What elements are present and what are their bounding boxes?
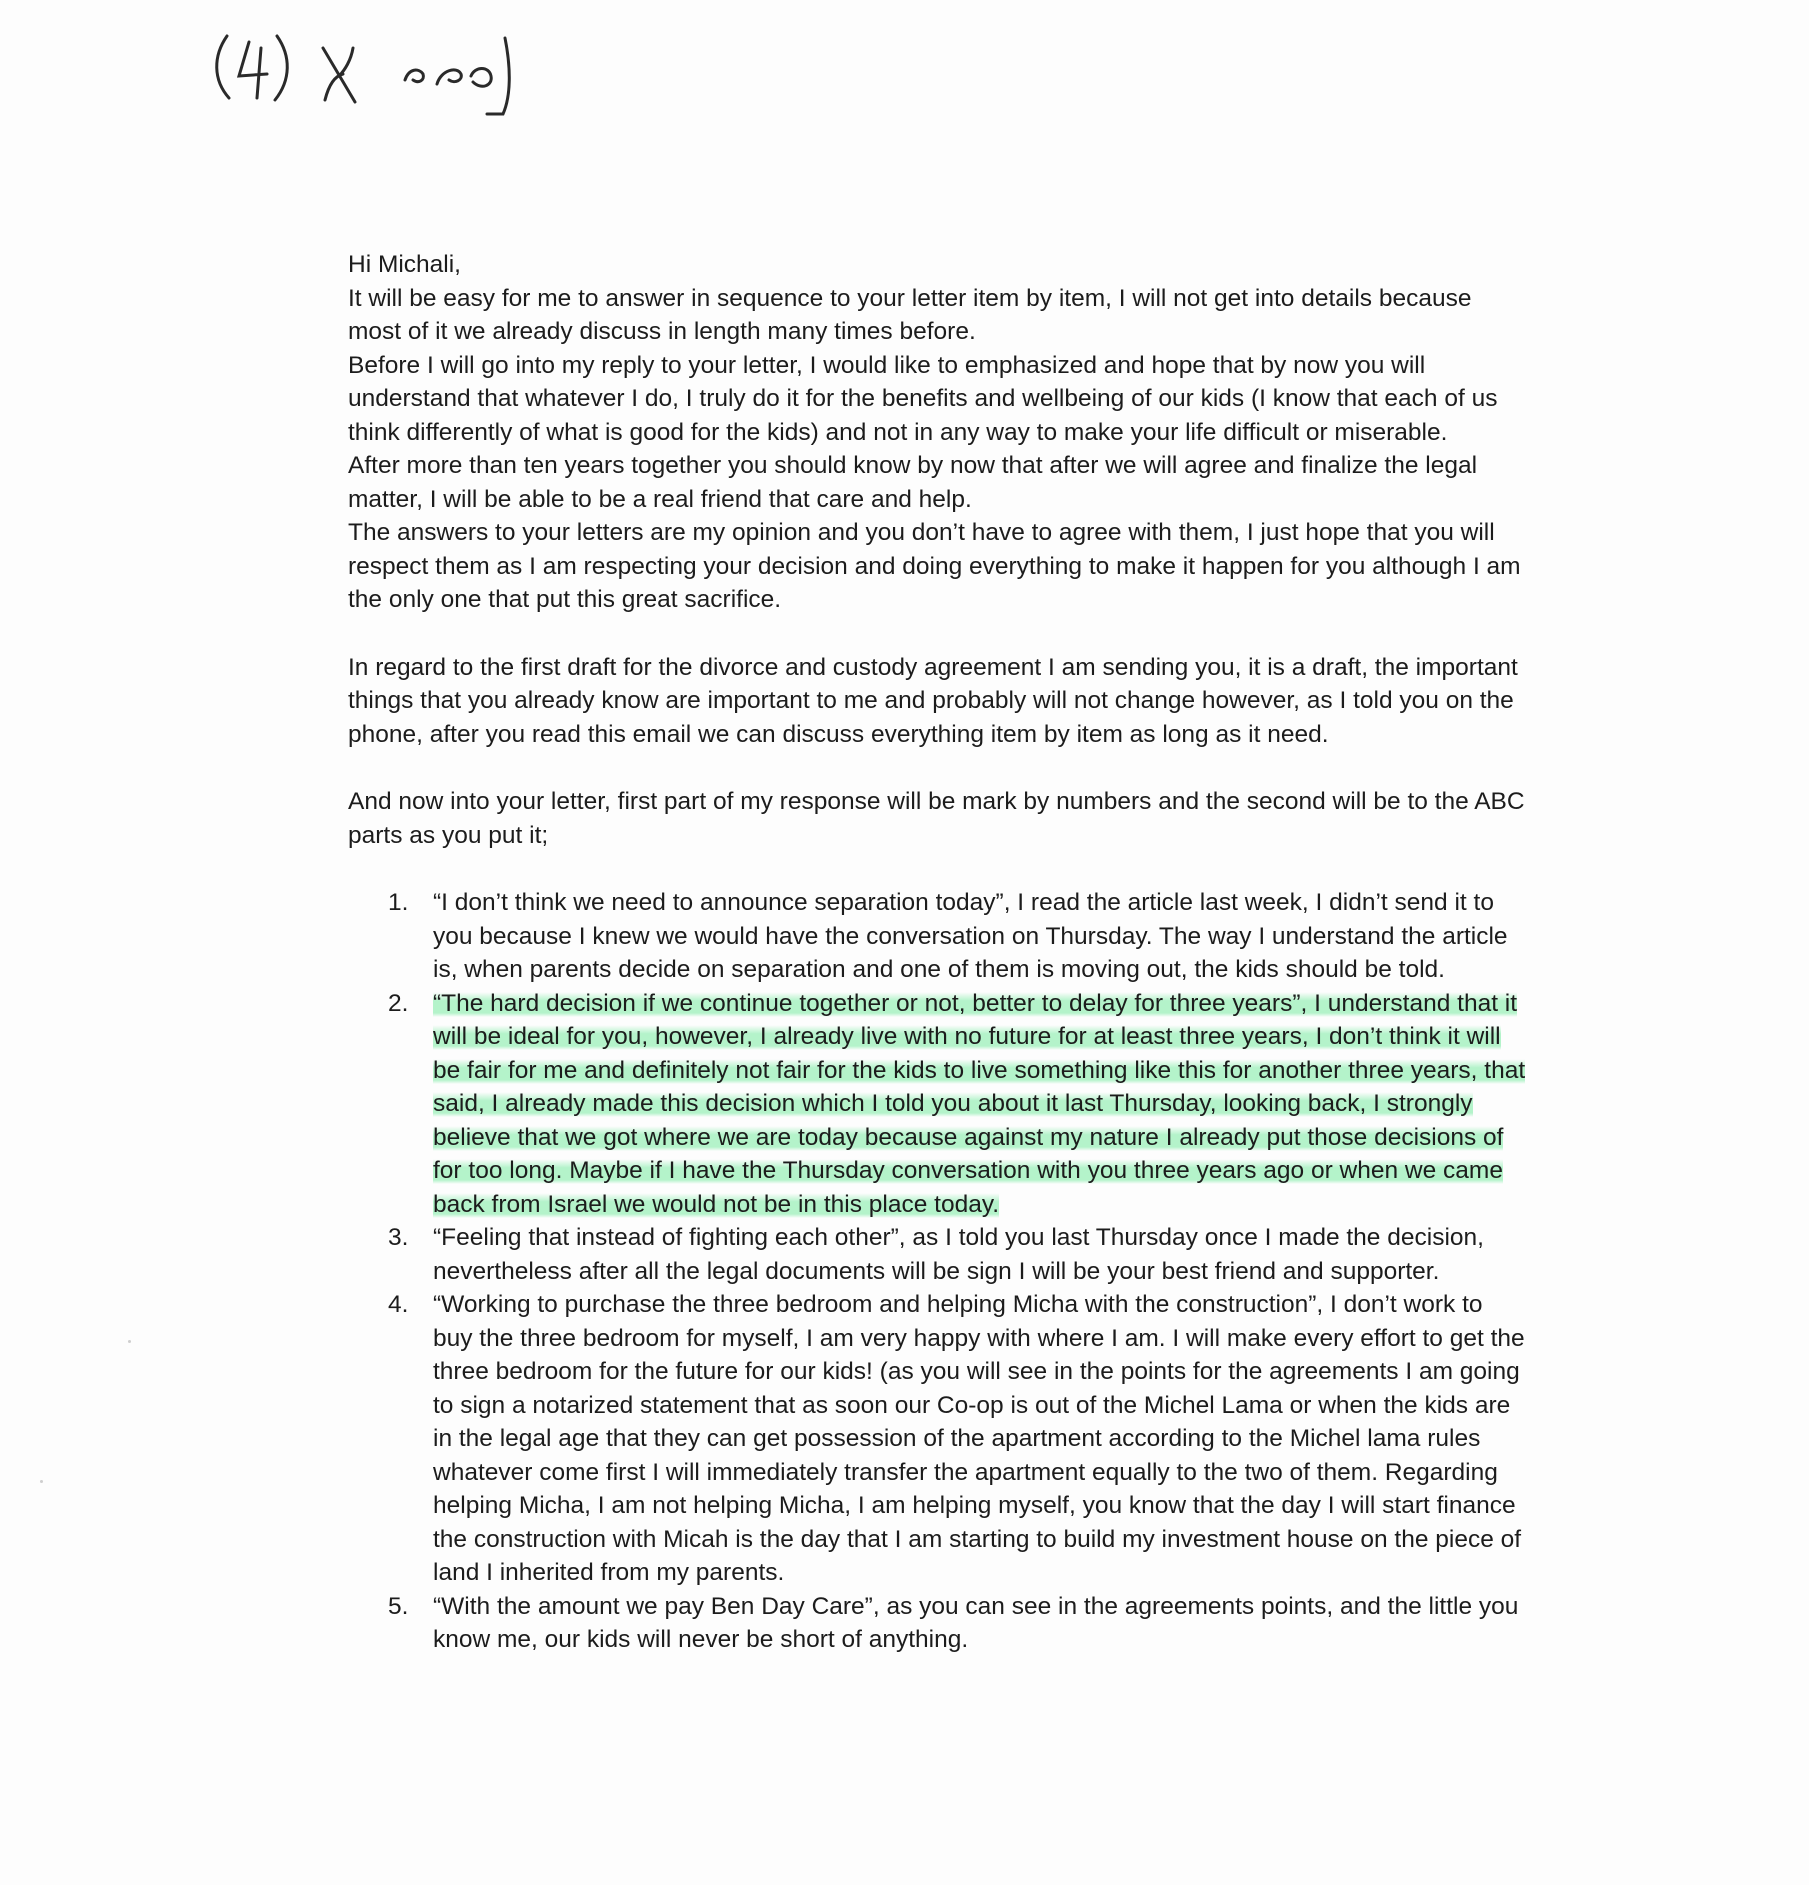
list-item: [348, 987, 1528, 1222]
list-item-text: “Working to purchase the three bedroom and helping Micha with the construction”, I don’t work to buy the three bedroom for myself, I am very happy with where I am. I will make every effort to get the three bedroom for the future for our kids! (as you will see in the points for the agreements I am going to sign a notarized statement that as soon our Co-op is out of the Michel Lama or when the kids are in the legal age that they can get possession of the apartment according to the Michel lama rules whatever come first I will immediately transfer the apartment equally to the two of them. Regarding helping Micha, I am not helping Micha, I am helping myself, you know that the day I will start finance the construction with Micah is the day that I am starting to build my investment house on the piece of land I inherited from my parents.: [433, 1291, 1525, 1586]
list-item-number: 4.: [388, 1291, 409, 1318]
scan-speck: [40, 1480, 43, 1483]
numbered-response-list: [348, 886, 1528, 1657]
paragraph-2: Before I will go into my reply to your letter, I would like to emphasized and hope that by now you will understand that whatever I do, I truly do it for the benefits and wellbeing of our kids (I know that each of us think differently of what is good for the kids) and not in any way to make your life difficult or miserable.: [348, 351, 1498, 446]
list-item: [348, 1221, 1528, 1288]
paragraph-3: After more than ten years together you should know by now that after we will agree and finalize the legal matter, I will be able to be a real friend that care and help.: [348, 452, 1478, 513]
spacer: [348, 751, 1528, 785]
list-item-number: 3.: [388, 1224, 409, 1251]
greeting: Hi Michali,: [348, 251, 461, 278]
list-item-text: “Feeling that instead of fighting each other”, as I told you last Thursday once I made the decision, nevertheless after all the legal documents will be sign I will be your best friend and supporter.: [433, 1224, 1484, 1285]
list-item-text: “I don’t think we need to announce separation today”, I read the article last week, I didn’t send it to you because I knew we would have the conversation on Thursday. The way I understand the article is, when parents decide on separation and one of them is moving out, the kids should be told.: [433, 889, 1508, 983]
list-item-number: 5.: [388, 1592, 409, 1620]
draft-paragraph: In regard to the first draft for the divorce and custody agreement I am sending you, it is a draft, the important things that you already know are important to me and probably will not change however, as I told you on the phone, after you read this email we can discuss everything item by item as long as it need.: [348, 653, 1518, 748]
list-item-text: “With the amount we pay Ben Day Care”, as you can see in the agreements points, and the little you know me, our kids will never be short of anything.: [433, 1592, 1519, 1653]
paragraph-1: It will be easy for me to answer in sequence to your letter item by item, I will not get into details because most of it we already discuss in length many times before.: [348, 284, 1472, 345]
intro-paragraph: And now into your letter, first part of my response will be mark by numbers and the second will be to the ABC parts as you put it;: [348, 788, 1525, 849]
list-item: [348, 886, 1528, 987]
handwritten-annotation: [205, 18, 535, 128]
list-item-number: 2.: [388, 989, 409, 1017]
letter-body: [348, 248, 1528, 1657]
list-item-number: 1.: [388, 889, 409, 916]
highlighted-text: “The hard decision if we continue together or not, better to delay for three years”, I understand that it will be ideal for you, however, I already live with no future for at least three years, I don’t think it will be fair for me and definitely not fair for the kids to live something like this for another three years, that said, I already made this decision which I told you about it last Thursday, looking back, I strongly believe that we got where we are today because against my nature I already put those decisions of for too long. Maybe if I have the Thursday conversation with you three years ago or when we came back from Israel we would not be in this place today.: [433, 989, 1526, 1218]
scan-speck: [128, 1340, 131, 1343]
paragraph-4: The answers to your letters are my opinion and you don’t have to agree with them, I just hope that you will respect them as I am respecting your decision and doing everything to make it happen for you although I am the only one that put this great sacrifice.: [348, 519, 1521, 613]
list-item: [348, 1288, 1528, 1590]
list-item: [348, 1590, 1528, 1657]
spacer: [348, 617, 1528, 651]
